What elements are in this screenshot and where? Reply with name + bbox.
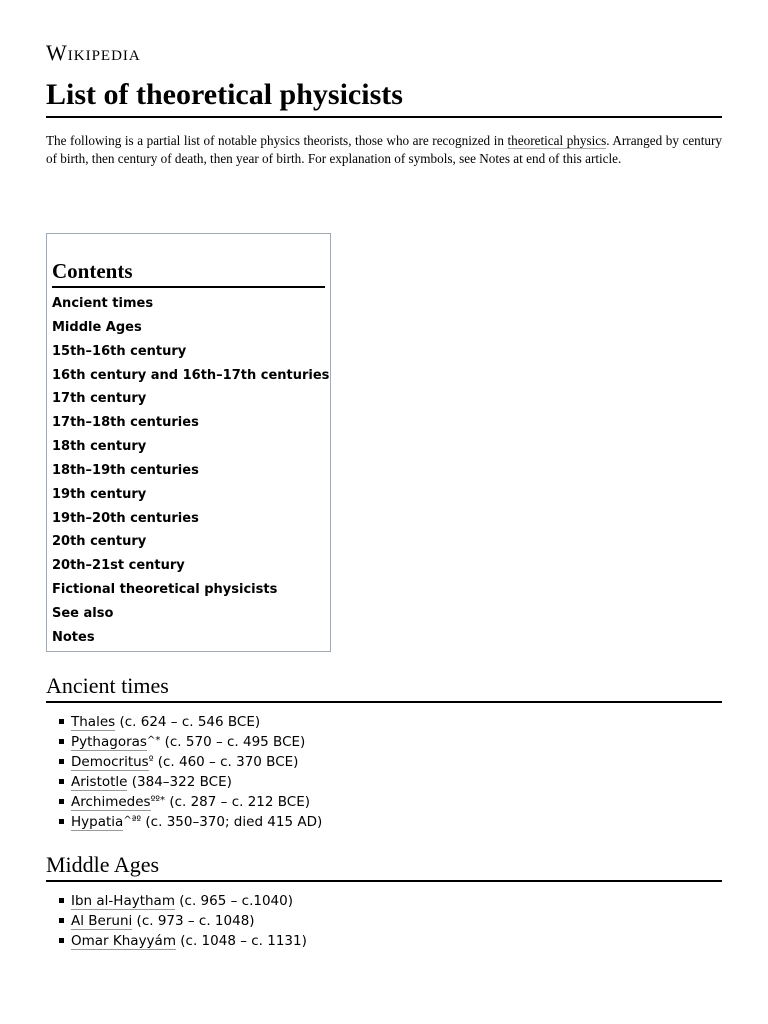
intro-paragraph <box>46 132 722 168</box>
wikipedia-wordmark[interactable]: Wikipedia <box>46 40 141 65</box>
physicist-link[interactable]: Pythagoras <box>71 734 147 750</box>
toc-title: Contents <box>52 258 325 288</box>
life-dates: (384–322 BCE) <box>127 774 232 790</box>
toc-item[interactable]: See also <box>52 605 114 621</box>
list-item <box>46 910 307 930</box>
toc-item[interactable]: 20th century <box>52 534 147 550</box>
list-item <box>46 811 322 831</box>
page-title: List of theoretical physicists <box>46 77 722 118</box>
life-dates: (c. 350–370; died 415 AD) <box>141 814 323 830</box>
toc-item[interactable]: Ancient times <box>52 296 154 311</box>
toc-item[interactable]: 17th–18th centuries <box>52 415 199 431</box>
life-dates: (c. 973 – c. 1048) <box>132 913 255 929</box>
symbol-marks: ^* <box>146 735 161 746</box>
list-item <box>46 791 322 811</box>
physicist-link[interactable]: Aristotle <box>71 774 128 790</box>
physicist-link[interactable]: Thales <box>71 714 116 730</box>
toc-item[interactable]: 17th century <box>52 391 147 407</box>
physicist-link[interactable]: Democritus <box>71 754 149 770</box>
life-dates: (c. 965 – c.1040) <box>174 893 293 909</box>
physicist-link[interactable]: Hypatia <box>71 814 124 830</box>
toc-item[interactable]: 19th–20th centuries <box>52 510 199 526</box>
toc-item[interactable]: 18th–19th centuries <box>52 462 199 478</box>
toc-item[interactable]: 18th century <box>52 439 147 455</box>
symbol-marks: ºº* <box>150 795 166 806</box>
physicist-link[interactable]: Archimedes <box>71 794 151 810</box>
toc-item[interactable]: 19th century <box>52 486 147 502</box>
life-dates: (c. 570 – c. 495 BCE) <box>160 734 306 750</box>
list-item <box>46 711 322 731</box>
toc-list <box>52 292 330 650</box>
toc-item[interactable]: Notes <box>52 629 95 645</box>
list-item <box>46 771 322 791</box>
life-dates: (c. 1048 – c. 1131) <box>175 933 307 949</box>
theoretical-physics-link[interactable]: theoretical physics <box>507 133 607 148</box>
physicist-link[interactable]: Al Beruni <box>71 913 133 929</box>
toc-item[interactable]: 20th–21st century <box>52 558 185 574</box>
intro-text-end: . Arranged by century of birth, then century of death, then year of birth. For explanation of symbols, see Notes at end of this article. <box>46 133 723 166</box>
symbol-marks: º <box>148 755 154 766</box>
section-heading-middle-ages: Middle Ages <box>46 851 722 882</box>
life-dates: (c. 460 – c. 370 BCE) <box>153 754 299 770</box>
table-of-contents <box>46 233 331 652</box>
life-dates: (c. 287 – c. 212 BCE) <box>165 794 311 810</box>
section-heading-ancient-times: Ancient times <box>46 672 722 703</box>
toc-item[interactable]: 16th century and 16th–17th centuries <box>52 367 330 383</box>
intro-text-start: The following is a partial list of notable physics theorists, those who are recognized in <box>46 133 508 148</box>
toc-item[interactable]: Middle Ages <box>52 319 142 335</box>
list-item <box>46 930 307 950</box>
list-item <box>46 731 322 751</box>
list-item <box>46 751 322 771</box>
ancient-times-list <box>46 711 322 831</box>
physicist-link[interactable]: Ibn al-Haytham <box>71 893 175 909</box>
middle-ages-list <box>46 890 307 950</box>
toc-item[interactable]: 15th–16th century <box>52 343 187 359</box>
toc-item[interactable]: Fictional theoretical physicists <box>52 582 278 598</box>
physicist-link[interactable]: Omar Khayyám <box>71 933 176 949</box>
list-item <box>46 890 307 910</box>
life-dates: (c. 624 – c. 546 BCE) <box>115 714 261 730</box>
symbol-marks: ^ªº <box>123 815 142 826</box>
